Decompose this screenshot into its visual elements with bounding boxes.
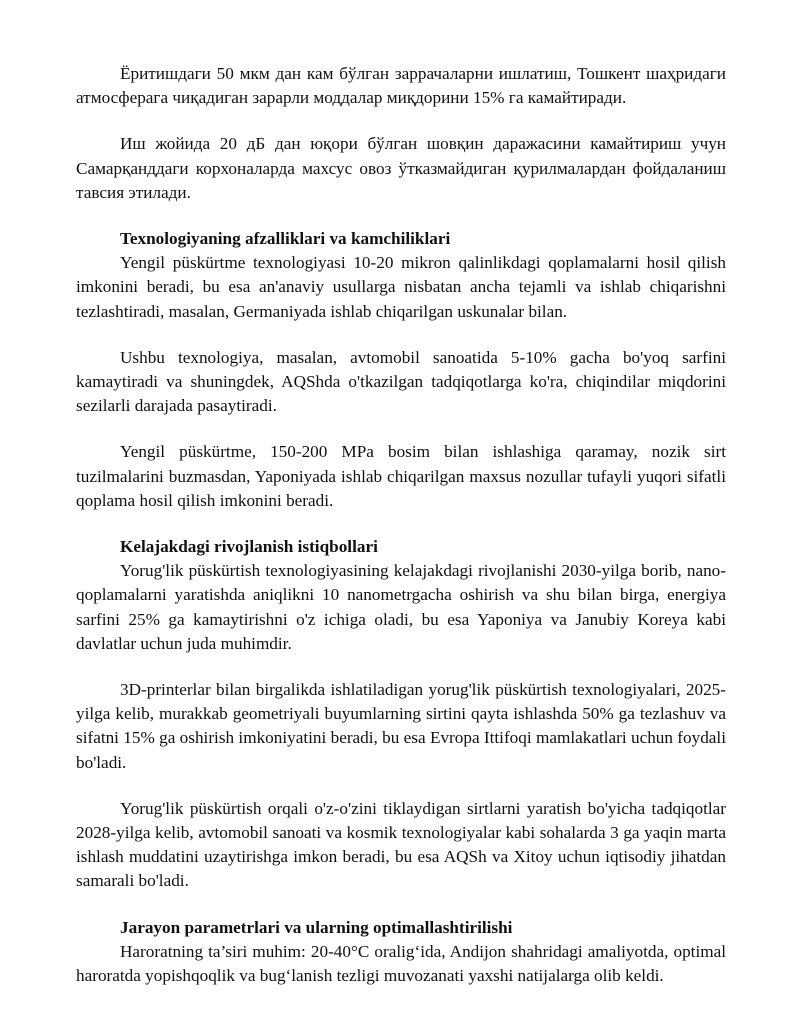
body-paragraph: Yorug'lik püskürtish orqali o'z-o'zini tiklaydigan sirtlarni yaratish bo'yicha tadqiqotlar 2028-yilga kelib, avtomobil sanoati va kosmik texnologiyalar kabi sohalarda 3 ga yaqin marta ishlash muddatini uzaytirishga imkon beradi, bu esa AQSh va Xitoy uchun iqtisodiy jihatdan samarali bo'ladi. bbox=[76, 798, 726, 891]
body-paragraph: Yengil püskürtme texnologiyasi 10-20 mikron qalinlikdagi qoplamalarni hosil qilish imkonini beradi, bu esa an'anaviy usullarga nisbatan ancha tejamli va ishlab chiqarishni tezlashtiradi, masalan, Germaniyada ishlab chiqarilgan uskunalar bilan. bbox=[76, 253, 726, 321]
body-paragraph: 3D-printerlar bilan birgalikda ishlatiladigan yorug'lik püskürtish texnologiyalari, 2025-yilga kelib, murakkab geometriyali buyumlarning sirtini qayta ishlashda 50% ga tezlashuv va sifatni 15% ga oshirish imkoniyatini beradi, bu esa Evropa Ittifoqi mamlakatlari uchun foydali bo'ladi. bbox=[76, 680, 726, 772]
body-paragraph: Ushbu texnologiya, masalan, avtomobil sanoatida 5-10% gacha bo'yoq sarfini kamaytiradi va shuningdek, AQShda o'tkazilgan tadqiqotlarga ko'ra, chiqindilar miqdorini sezilarli darajada pasaytiradi. bbox=[76, 347, 726, 416]
body-paragraph: Ёритишдаги 50 мкм дан кам бўлган заррачаларни ишлатиш, Тошкент шаҳридаги атмосферага чиқадиган зарарли моддалар миқдорини 15% га камайтиради. bbox=[76, 64, 726, 108]
body-paragraph: Yengil püskürtme, 150-200 MPa bosim bilan ishlashiga qaramay, nozik sirt tuzilmalarini buzmasdan, Yaponiyada ishlab chiqarilgan maxsus nozullar tufayli yuqori sifatli qoplama hosil qilish imkonini beradi. bbox=[76, 442, 726, 510]
section-heading: Texnologiyaning afzalliklari va kamchiliklari bbox=[120, 229, 451, 249]
body-paragraph: Иш жойида 20 дБ дан юқори бўлган шовқин даражасини камайтириш учун Самарқанддаги корхоналарда махсус овоз ўтказмайдиган қурилмалардан фойдаланиш тавсия этилади. bbox=[76, 134, 726, 202]
section-heading: Kelajakdagi rivojlanish istiqbollari bbox=[120, 537, 378, 557]
body-paragraph: Yorug'lik püskürtish texnologiyasining kelajakdagi rivojlanishi 2030-yilga borib, nano-qoplamalarni yaratishda aniqlikni 10 nanometrgacha oshirish va shu bilan birga, energiya sarfini 25% ga kamaytirishni o'z ichiga oladi, bu esa Yaponiya va Janubiy Koreya kabi davlatlar uchun juda muhimdir. bbox=[76, 561, 726, 653]
body-paragraph: Haroratning ta’siri muhim: 20-40°C oralig‘ida, Andijon shahridagi amaliyotda, optimal haroratda yopishqoqlik va bug‘lanish tezligi muvozanati yaxshi natijalarga olib keldi. bbox=[76, 941, 726, 986]
section-heading: Jarayon parametrlari va ularning optimallashtirilishi bbox=[120, 917, 513, 937]
